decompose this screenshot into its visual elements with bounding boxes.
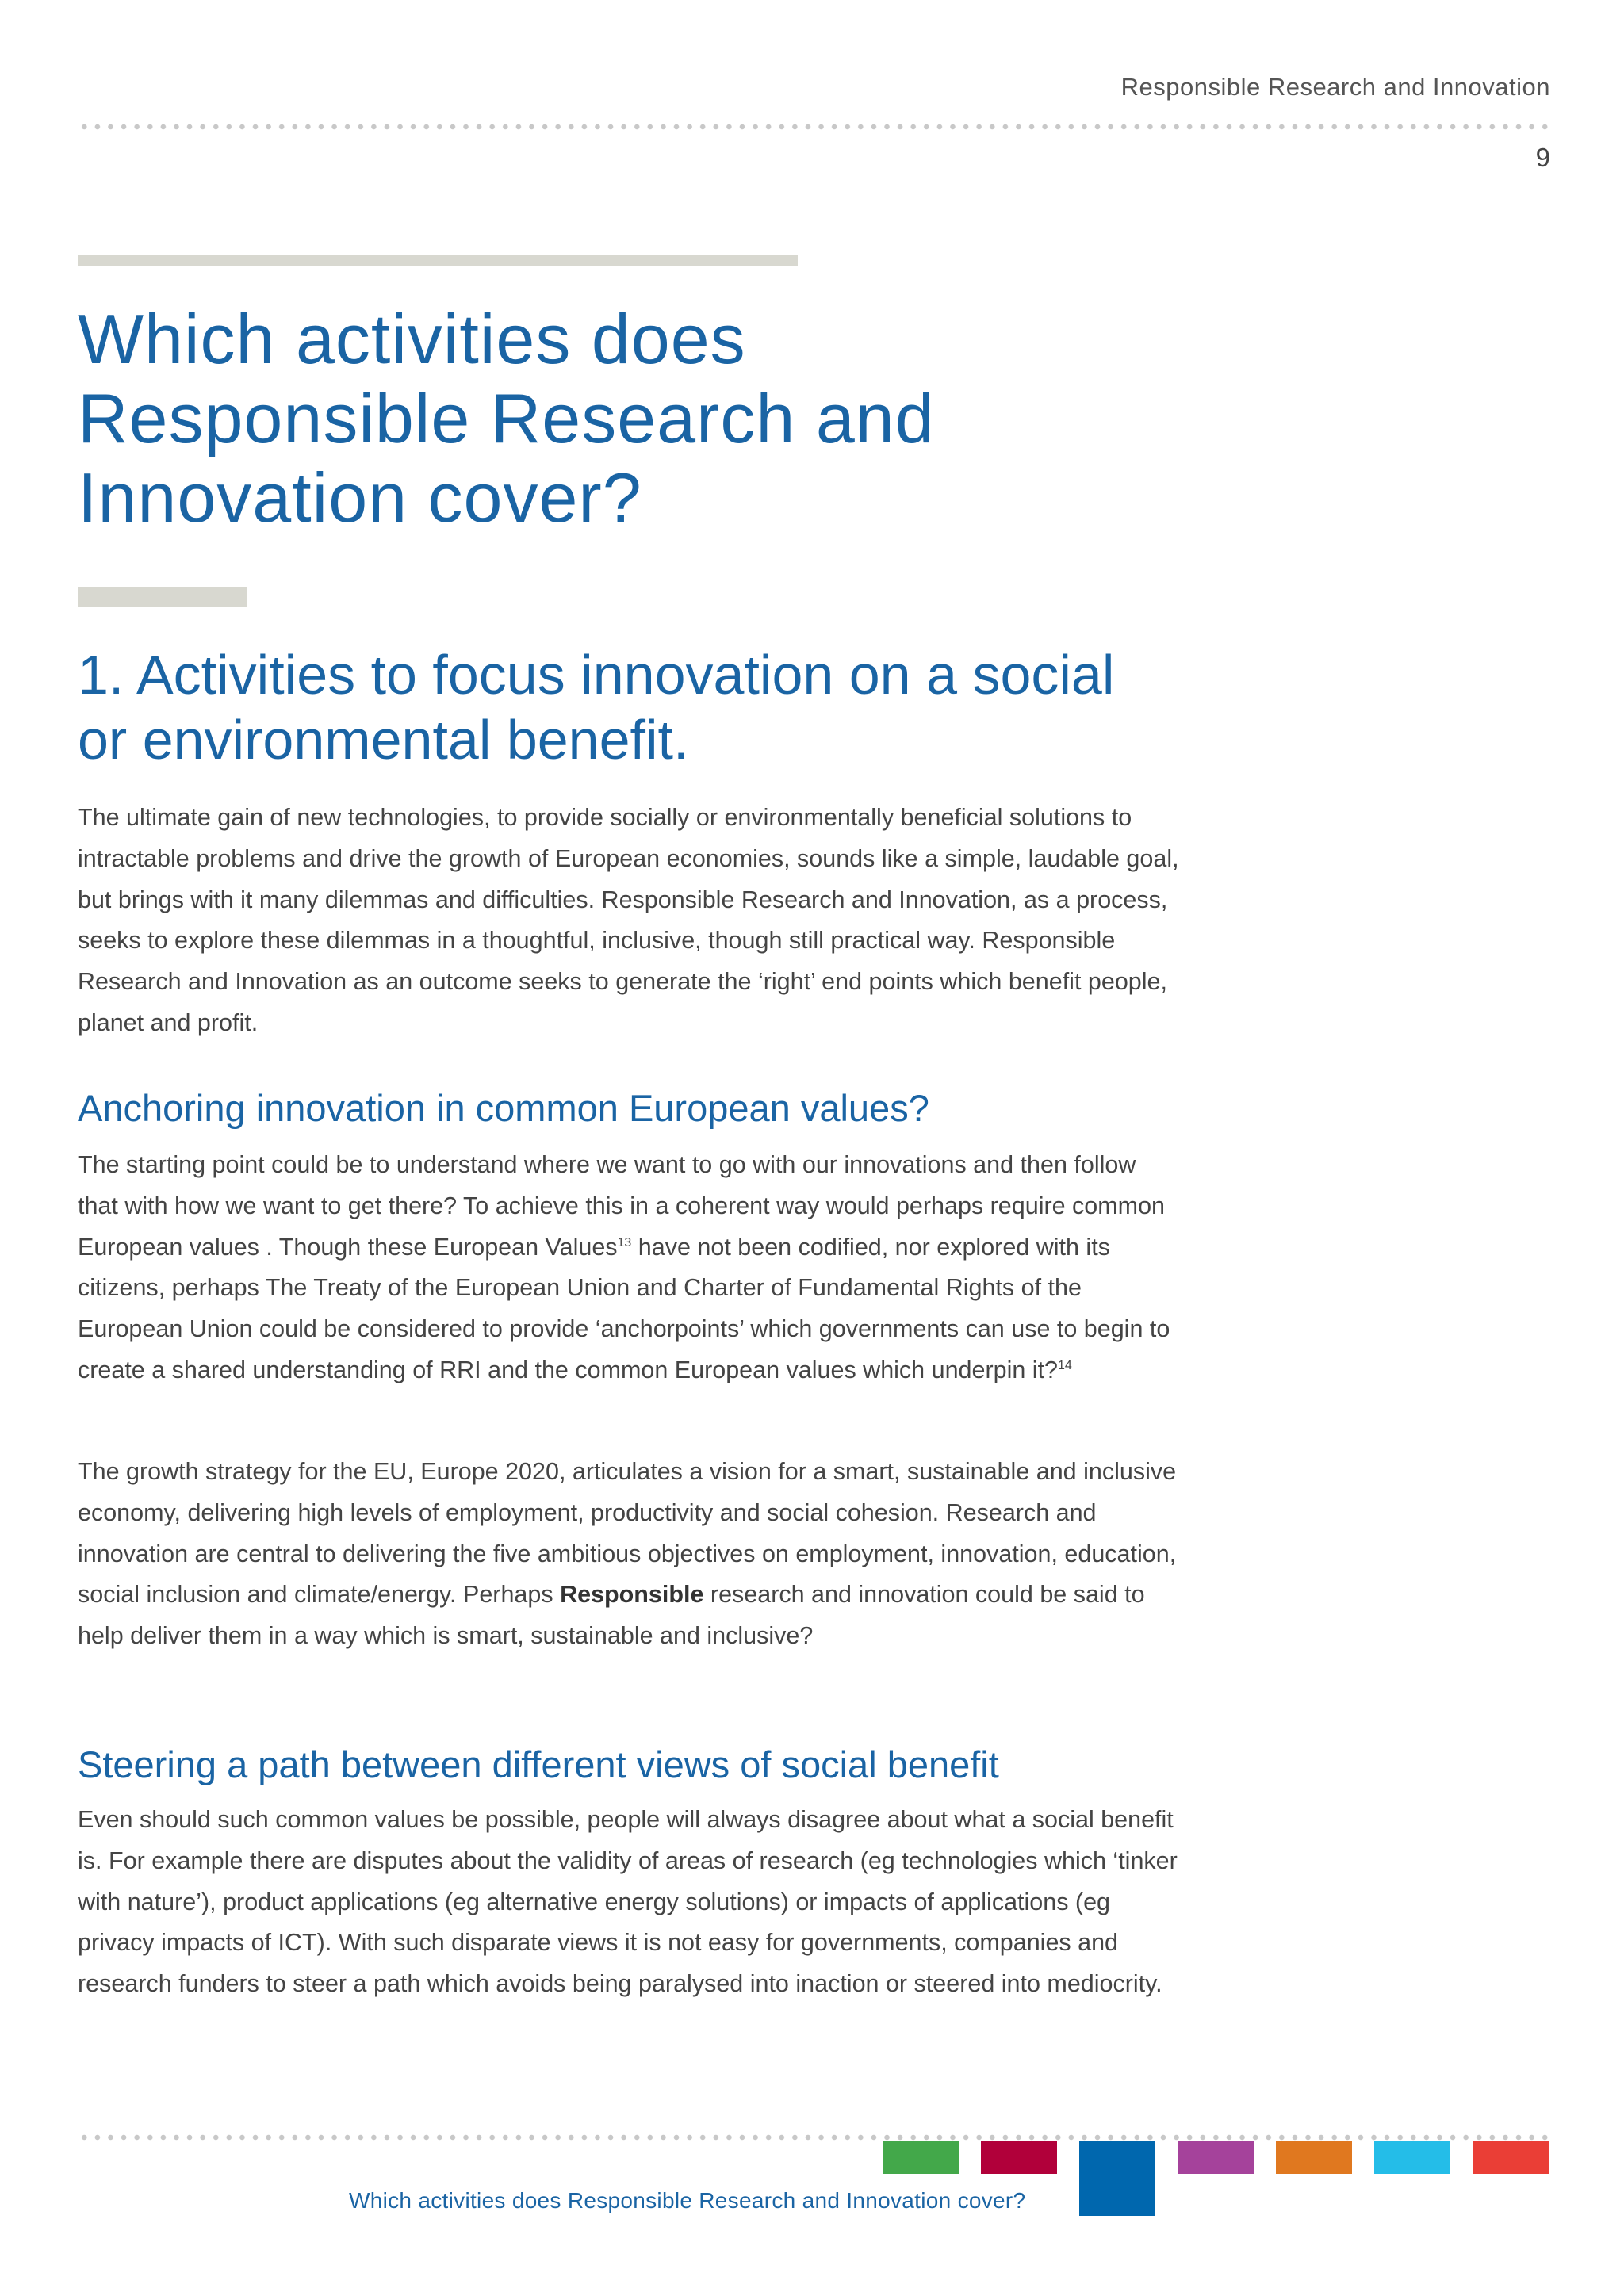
section-swatch-5: [1276, 2141, 1352, 2174]
section-swatch-1: [883, 2141, 959, 2174]
anchoring-paragraph: The starting point could be to understand where we want to go with our innovations and then follow that with how we want to get there? To achieve this in a coherent way would perhaps require common European values . Though these European Values$^{13}$ have not been codified, nor explored with its citizens, perhaps The Treaty of the European Union and Charter of Fundamental Rights of the European Union could be considered to provide ‘anchorpoints’ which governments can use to begin to create a shared understanding of RRI and the common European values which underpin it?$^{14}$: [78, 1151, 1170, 1383]
footnote-ref-14: 14: [1058, 1358, 1072, 1372]
subsection-heading-anchoring: Anchoring innovation in common European values?: [78, 1087, 929, 1129]
subsection-heading-steering: Steering a path between different views of social benefit: [78, 1743, 999, 1785]
footnote-ref-13: 13: [617, 1235, 632, 1249]
running-header: Responsible Research and Innovation: [1120, 73, 1550, 101]
section-swatch-7: [1473, 2141, 1549, 2174]
header-divider: [78, 124, 1551, 130]
page-title: Which activities does Responsible Research and Innovation cover?: [78, 300, 935, 537]
steering-paragraph: Even should such common values be possible, people will always disagree about what a social benefit is. For example there are disputes about the validity of areas of research (eg technologies which ‘tinker with nature’), product applications (eg alternative energy solutions) or impacts of applications (eg privacy impacts of ICT). With such disparate views it is not easy for governments, companies and research funders to steer a path which avoids being paralysed into inaction or steered into mediocrity.: [78, 1806, 1178, 1998]
title-accent-bar: [78, 255, 798, 266]
europe-2020-paragraph: The growth strategy for the EU, Europe 2020, articulates a vision for a smart, sustainable and inclusive economy, delivering high levels of employment, productivity and social cohesion. Research and innovation are central to delivering the five ambitious objectives on employment, innovation, education, social inclusion and climate/energy. Perhaps Responsible research and innovation could be said to help deliver them in a way which is smart, sustainable and inclusive?: [78, 1458, 1177, 1650]
footer-section-label: Which activities does Responsible Research and Innovation cover?: [349, 2188, 1026, 2213]
intro-paragraph: The ultimate gain of new technologies, to provide socially or environmentally beneficial solutions to intractable problems and drive the growth of European economies, sounds like a simple, laudable goal, but brings with it many dilemmas and difficulties. Responsible Research and Innovation, as a process, seeks to explore these dilemmas in a thoughtful, inclusive, though still practical way. Responsible Research and Innovation as an outcome seeks to generate the ‘right’ end points which benefit people, planet and profit.: [78, 804, 1179, 1036]
section-swatch-3: [1079, 2141, 1155, 2216]
footer-divider: [78, 2134, 1551, 2141]
section-swatch-6: [1374, 2141, 1450, 2174]
page-number: 9: [1535, 143, 1550, 172]
section-accent-bar: [78, 587, 247, 607]
section-swatch-2: [981, 2141, 1057, 2174]
section-swatch-4: [1178, 2141, 1254, 2174]
section-title: 1. Activities to focus innovation on a social or environmental benefit.: [78, 644, 1115, 771]
